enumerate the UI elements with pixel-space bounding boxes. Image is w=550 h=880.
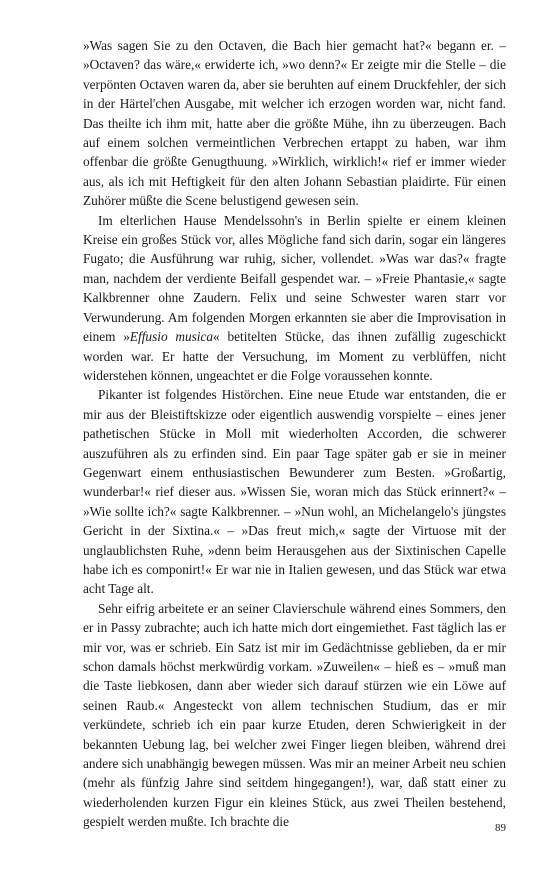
page-number: 89 [495, 822, 506, 834]
paragraph-2 [83, 211, 506, 386]
paragraph-2-italic-title: Effusio musica [129, 329, 214, 345]
paragraph-3: Pikanter ist folgendes Histörchen. Eine neue Etude war entstanden, die er mir aus der Bleistiftskizze oder eigentlich auswendig vorspielte – eines jener pathetischen Stücke in Moll mit wiederholten Accorden, die schwerer auszuführen als zu erfinden sind. Ein paar Tage später gab er sie in meiner Gegenwart einem enthusiastischen Bewunderer zum Besten. »Großartig, wunderbar!« rief dieser aus. »Wissen Sie, woran mich das Stück erinnert?« – »Wie sollte ich?« sagte Kalkbrenner. – »Nun wohl, an Michelangelo's jüngstes Gericht in der Sixtina.« – »Das freut mich,« sagte der Virtuose mit der unglaublichsten Ruhe, »denn beim Herausgehen aus der Sixtinischen Capelle habe ich es componirt!« Er war nie in Italien gewesen, und das Stück war etwa acht Tage alt. [83, 387, 506, 597]
paragraph-2-tail: « betitelten Stücke, das ihnen zufällig zugeschickt worden war. Er hatte der Versuchung, im Moment zu verblüffen, nicht widerstehen können, ungeachtet er die Folge voraussehen konnte. [83, 329, 506, 383]
paragraph-4: Sehr eifrig arbeitete er an seiner Clavierschule während eines Sommers, den er in Passy zubrachte; auch ich hatte mich dort eingemiethet. Fast täglich las er mir vor, was er schrieb. Ein Satz ist mir im Gedächtnisse geblieben, da er mir schon damals höchst merkwürdig vorkam. »Zuweilen« – hieß es – »muß man die Taste liebkosen, dann aber wieder sich darauf stürzen wie ein Löwe auf seinen Raub.« Angesteckt von allem technischen Studium, das er mir verkündete, schrieb ich ein paar kurze Etuden, deren Schwierigkeit in der bekannten Uebung lag, bei welcher zwei Finger liegen bleiben, während drei andere sich unabhängig bewegen müssen. Was mir an meiner Arbeit neu schien (mehr als fünfzig Jahre sind seitdem hingegangen!), war, daß statt einer zu wiederholenden kurzen Figur ein kleines Stück, aus zwei Theilen bestehend, gespielt werden mußte. Ich brachte die [83, 600, 506, 830]
paragraph-1: »Was sagen Sie zu den Octaven, die Bach hier gemacht hat?« begann er. – »Octaven? das wäre,« erwiderte ich, »wo denn?« Er zeigte mir die Stelle – die verpönten Octaven waren da, aber sie beruhten auf einem Druckfehler, der sich in der Härtel'chen Ausgabe, mit welcher ich erzogen worden war, nicht fand. Das theilte ich ihm mit, hatte aber die größte Mühe, ihn zu überzeugen. Bach auf einem solchen vermeintlichen Verbrechen ertappt zu haben, war ihm offenbar die größte Genugthuung. »Wirklich, wirklich!« rief er immer wieder aus, als ich mit Heftigkeit für den alten Johann Sebastian plaidirte. Für einen Zuhörer müßte die Scene belustigend gewesen sein. [83, 38, 506, 209]
paragraph-2-text: Im elterlichen Hause Mendelssohn's in Berlin spielte er einem kleinen Kreise ein großes Stück vor, alles Mögliche fand sich darin, sogar ein längeres Fugato; die Ausführung war ruhig, sicher, vollendet. »Was war das?« fragte man, nachdem der verdiente Beifall gespendet war. – »Freie Phantasie,« sagte Kalkbrenner ohne Zaudern. Felix und seine Schwester waren starr vor Verwunderung. Am folgenden Morgen erkannten sie aber die Improvisation in einem » [83, 212, 506, 345]
page-body [83, 36, 506, 832]
